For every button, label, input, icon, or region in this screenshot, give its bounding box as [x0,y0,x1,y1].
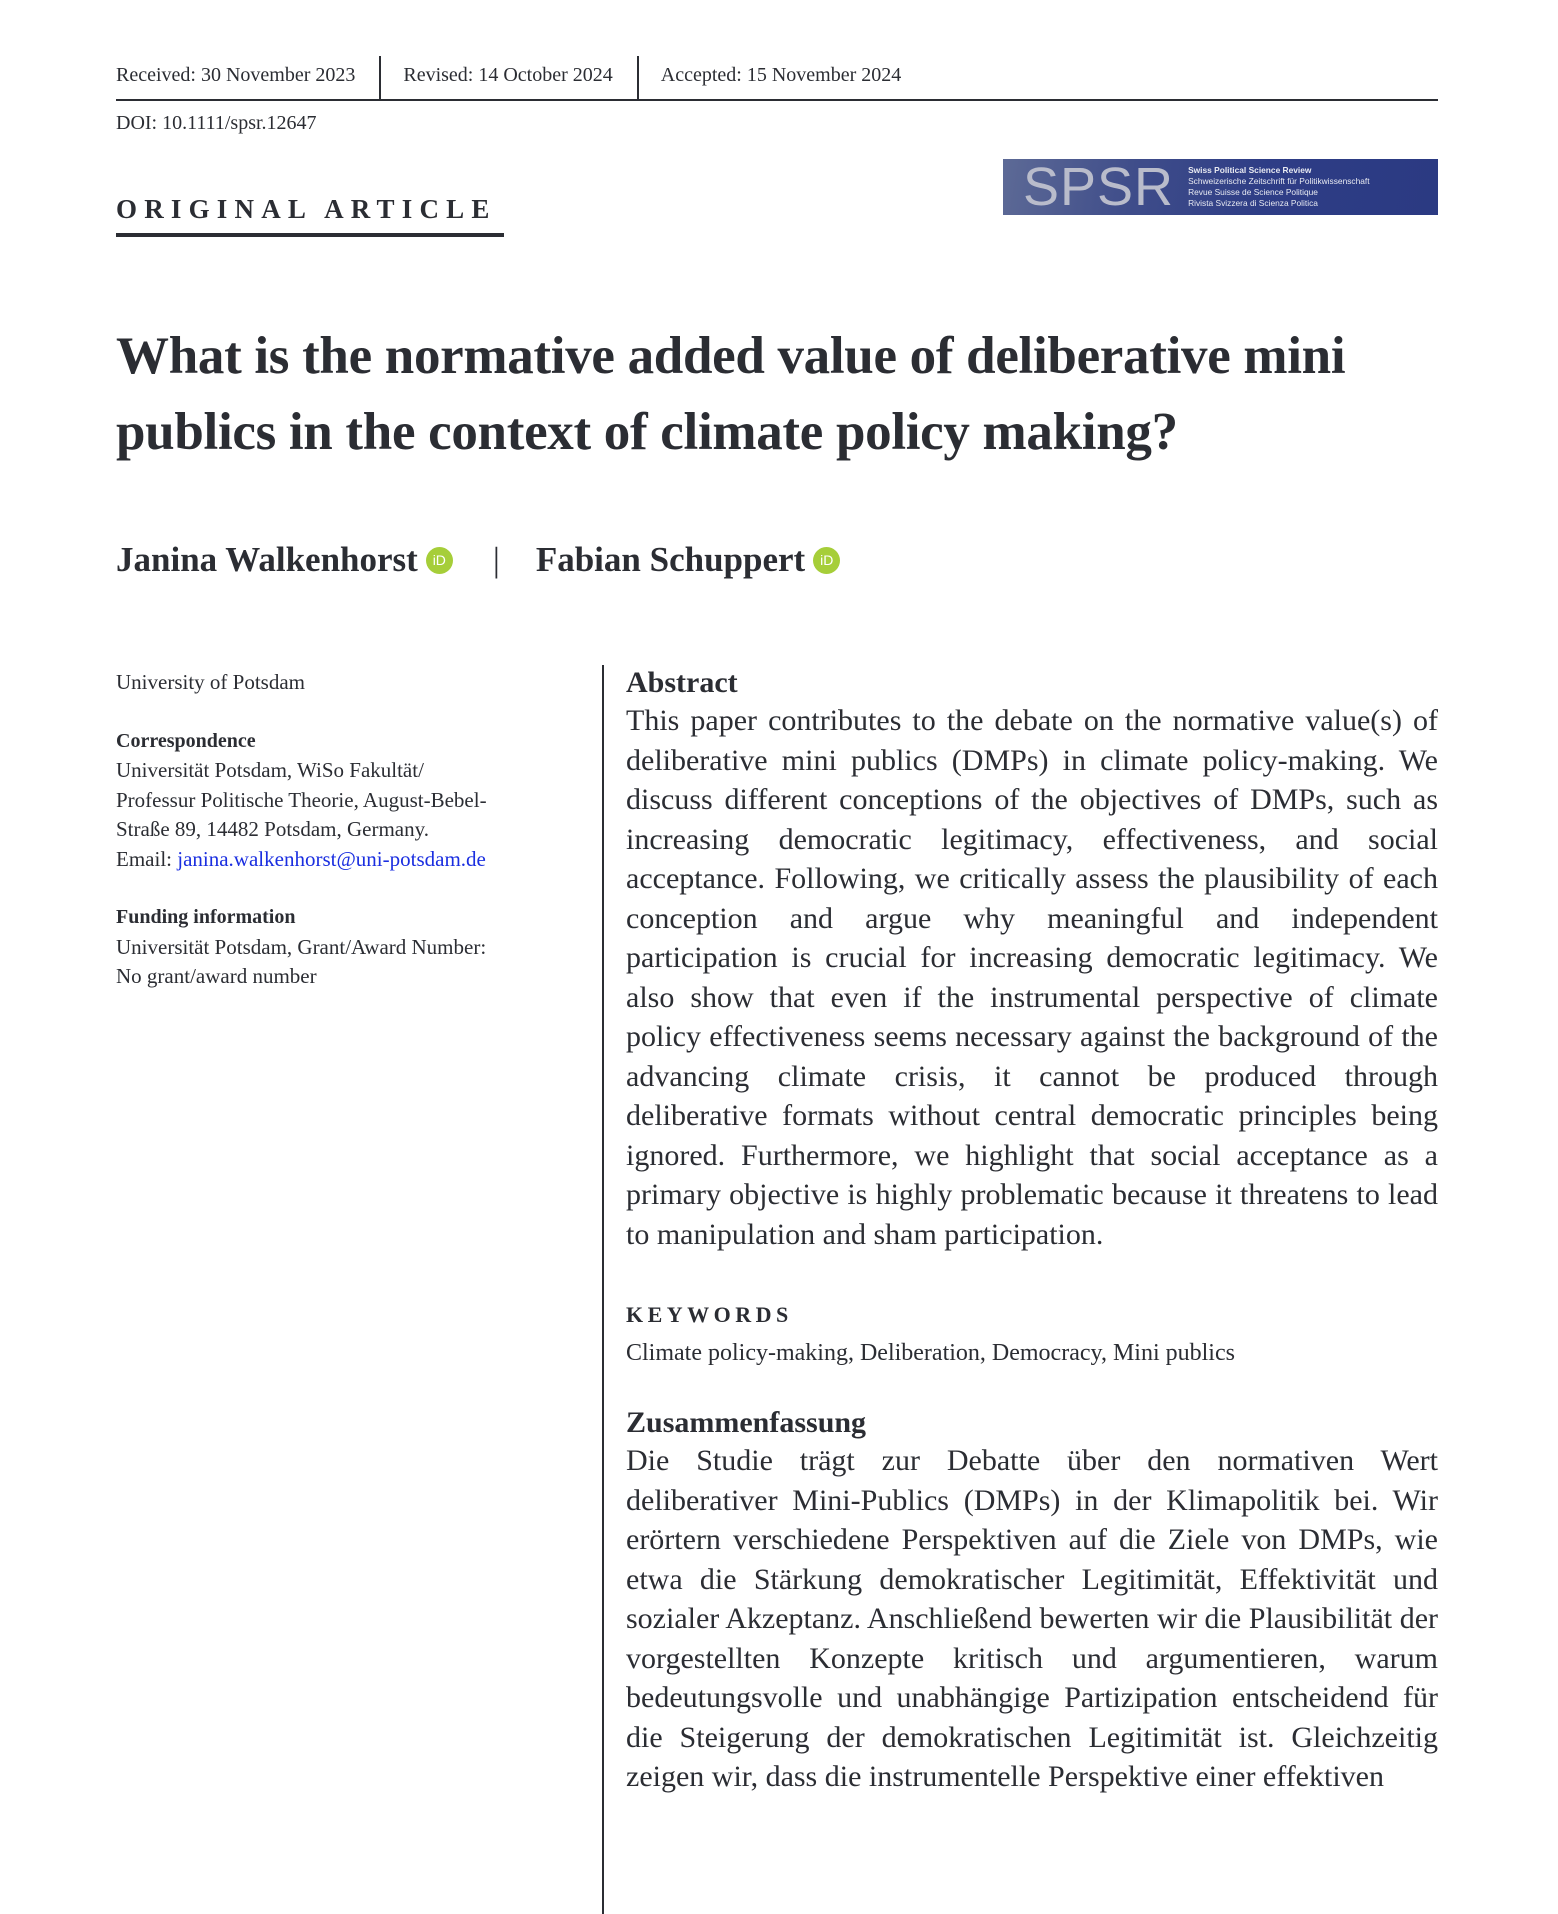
author-name[interactable]: Fabian Schuppert [535,540,806,579]
journal-name-it: Rivista Svizzera di Scienza Politica [1188,198,1318,208]
email-label: Email: [116,846,178,871]
article-type-label: ORIGINAL ARTICLE [116,194,504,237]
journal-logo-mark: SPSR [1023,159,1175,215]
funding-line: Universität Potsdam, Grant/Award Number: [116,934,487,959]
zusammenfassung-heading: Zusammenfassung [626,1406,867,1439]
accepted-date: Accepted: 15 November 2024 [637,56,925,99]
journal-name-de: Schweizerische Zeitschrift für Politikwissenschaft [1188,176,1370,186]
orcid-icon[interactable]: iD [426,547,453,574]
correspondence-heading: Correspondence [116,729,256,752]
received-date: Received: 30 November 2023 [116,64,356,86]
author-name[interactable]: Janina Walkenhorst [116,540,418,579]
correspondence-line: Straße 89, 14482 Potsdam, Germany. [116,817,430,841]
article-title: What is the normative added value of deliberative mini publics in the context of climate policy making? [116,327,1346,461]
journal-name-fr: Revue Suisse de Science Politique [1188,187,1318,197]
correspondence-line: Universität Potsdam, WiSo Fakultät/ [116,758,424,782]
funding-line: No grant/award number [116,964,317,988]
abstract-column [626,665,1438,1797]
journal-logo-names [1188,165,1370,209]
keywords-heading: KEYWORDS [626,1302,793,1327]
correspondence-line: Professur Politische Theorie, August-Bebel- [116,787,487,812]
funding-heading: Funding information [116,906,296,928]
zusammenfassung-text: Die Studie trägt zur Debatte über den normativen Wert deliberativer Mini-Publics (DMPs) in der Klimapolitik bei. Wir erörtern verschiedene Perspektiven auf die Ziele von DMPs, wie etwa die Stärkung demokratischer Legitimität, Effektivität und sozialer Akzeptanz. Anschließend bewerten wir die Plausibilität der vorgestellten Konzepte kritisch und argumentieren, warum bedeutungsvolle und unabhängige Partizipation entscheidend für die Steigerung der demokratischen Legitimität ist. Gleichzeitig zeigen wir, dass die instrumentelle Perspektive einer effektiven [626,1444,1438,1793]
revised-date: Revised: 14 October 2024 [379,56,636,99]
orcid-icon[interactable]: iD [813,547,840,574]
keywords-list: Climate policy-making, Deliberation, Democracy, Mini publics [626,1340,1235,1366]
author-separator: | [492,540,500,579]
publication-dates [116,56,1438,101]
abstract-text: This paper contributes to the debate on the normative value(s) of deliberative mini publics (DMPs) in climate policy-making. We discuss different conceptions of the objectives of DMPs, such as increasing democratic legitimacy, effectiveness, and social acceptance. Following, we critically assess the plausibility of each conception and argue why meaningful and independent participation is crucial for increasing democratic legitimacy. We also show that even if the instrumental perspective of climate policy effectiveness seems necessary against the background of the advancing climate crisis, it cannot be produced through deliberative formats without central democratic principles being ignored. Furthermore, we highlight that social acceptance as a primary objective is highly problematic because it threatens to lead to manipulation and sham participation. [626,704,1438,1251]
email-link[interactable]: janina.walkenhorst@uni-potsdam.de [177,846,486,871]
journal-name-en: Swiss Political Science Review [1188,165,1312,175]
email-line [116,845,576,875]
article-info-sidebar [116,668,576,1021]
journal-logo [1003,159,1438,215]
funding-block [116,903,576,992]
column-divider [602,665,604,1914]
correspondence-block [116,727,576,875]
abstract-heading: Abstract [626,666,738,699]
affiliation: University of Potsdam [116,670,305,694]
author-list [116,540,840,580]
doi[interactable]: DOI: 10.1111/spsr.12647 [116,112,317,134]
